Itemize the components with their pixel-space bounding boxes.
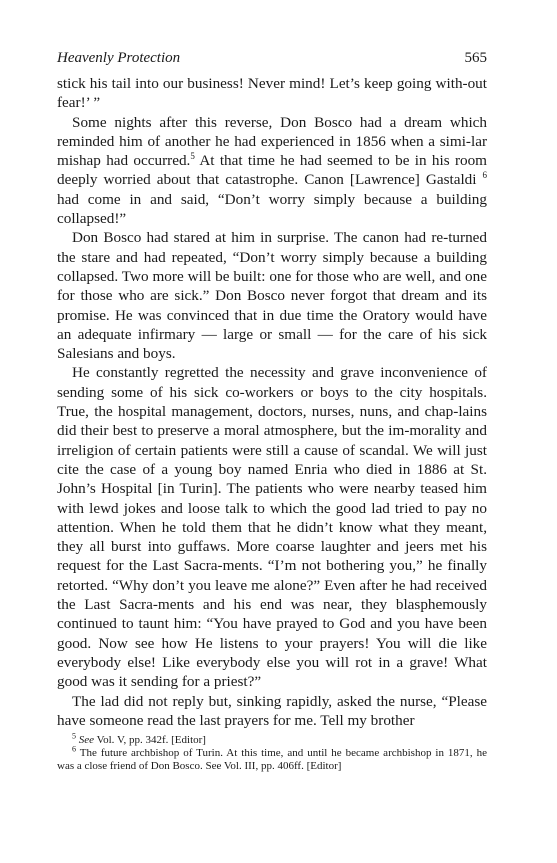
- footnotes: [57, 731, 487, 773]
- paragraph-text: He constantly regretted the necessity and grave inconvenience of sending some of his sick co-workers or boys to the city hospitals. True, the hospital management, doctors, nurses, nuns, and chap-lains did their best to preserve a moral atmosphere, but the im-morality and irreligion of certain patients were still a cause of scandal. We will just cite the case of a young boy named Enria who died in 1886 at St. John’s Hospital [in Turin]. The patients who were nearby teased him with lewd jokes and loose talk to which the good lad tried to pay no attention. When he told them that he didn’t know what they meant, they all burst into guffaws. More coarse laughter and jeers met his request for the Last Sacra-ments. “I’m not bothering you,” he finally retorted. “Why don’t you leave me alone?” Even after he had received the Last Sacra-ments and his end was near, they blasphemously continued to taunt him: “You have prayed to God and you have been good. Now see how He listens to your prayers! You will die like everybody else! Like everybody else you will rot in a grave! What good was it sending for a priest?”: [57, 364, 487, 691]
- running-header: [57, 50, 487, 74]
- footnote-mark: 5: [72, 731, 76, 741]
- paragraph: [57, 692, 487, 731]
- paragraph-text: Don Bosco had stared at him in surprise. The canon had re-turned the stare and had repeated, “Don’t worry simply because a building collapsed. Two more will be built: one for those who are well, and one for those who are sick.” Don Bosco never forgot that dream and its promise. He was convinced that in due time the Oratory would have an adequate infirmary — large or small — for the care of his sick Salesians and boys.: [57, 229, 487, 363]
- paragraph: [57, 363, 487, 691]
- paragraph-text: had come in and said, “Don’t worry simply because a building collapsed!”: [57, 190, 487, 228]
- paragraph: [57, 228, 487, 363]
- footnote-mark: 6: [72, 744, 76, 754]
- paragraph-text: At that time he had seemed to be in his room deeply worried about that catastrophe. Canon [Lawrence] Gastaldi: [57, 152, 487, 189]
- paragraph: [57, 113, 487, 229]
- footnote-reference: 6: [482, 170, 487, 181]
- paragraph-text: stick his tail into our business! Never mind! Let’s keep going with-out fear!’ ”: [57, 75, 487, 112]
- running-title: Heavenly Protection: [57, 50, 181, 66]
- footnote-text: Vol. V, pp. 342f. [Editor]: [94, 734, 206, 747]
- paragraph-text: The lad did not reply but, sinking rapidly, asked the nurse, “Please have someone read the last prayers for me. Tell my brother: [57, 692, 487, 729]
- book-page: [57, 50, 487, 773]
- footnote-text: The future archbishop of Turin. At this time, and until he became archbishop in 1871, he was a close friend of Don Bosco. See Vol. III, pp. 406ff. [Editor]: [57, 747, 487, 773]
- footnote: [57, 731, 487, 747]
- body-text: [57, 74, 487, 730]
- paragraph: [57, 74, 487, 113]
- paragraph-text: Some nights after this reverse, Don Bosco had a dream which reminded him of another he had experienced in 1856 when a simi-lar mishap had occurred.: [57, 113, 487, 170]
- page-number: 565: [464, 50, 487, 66]
- footnote-reference: 5: [190, 151, 195, 162]
- footnote: [57, 744, 487, 773]
- footnote-lead: See: [78, 734, 95, 747]
